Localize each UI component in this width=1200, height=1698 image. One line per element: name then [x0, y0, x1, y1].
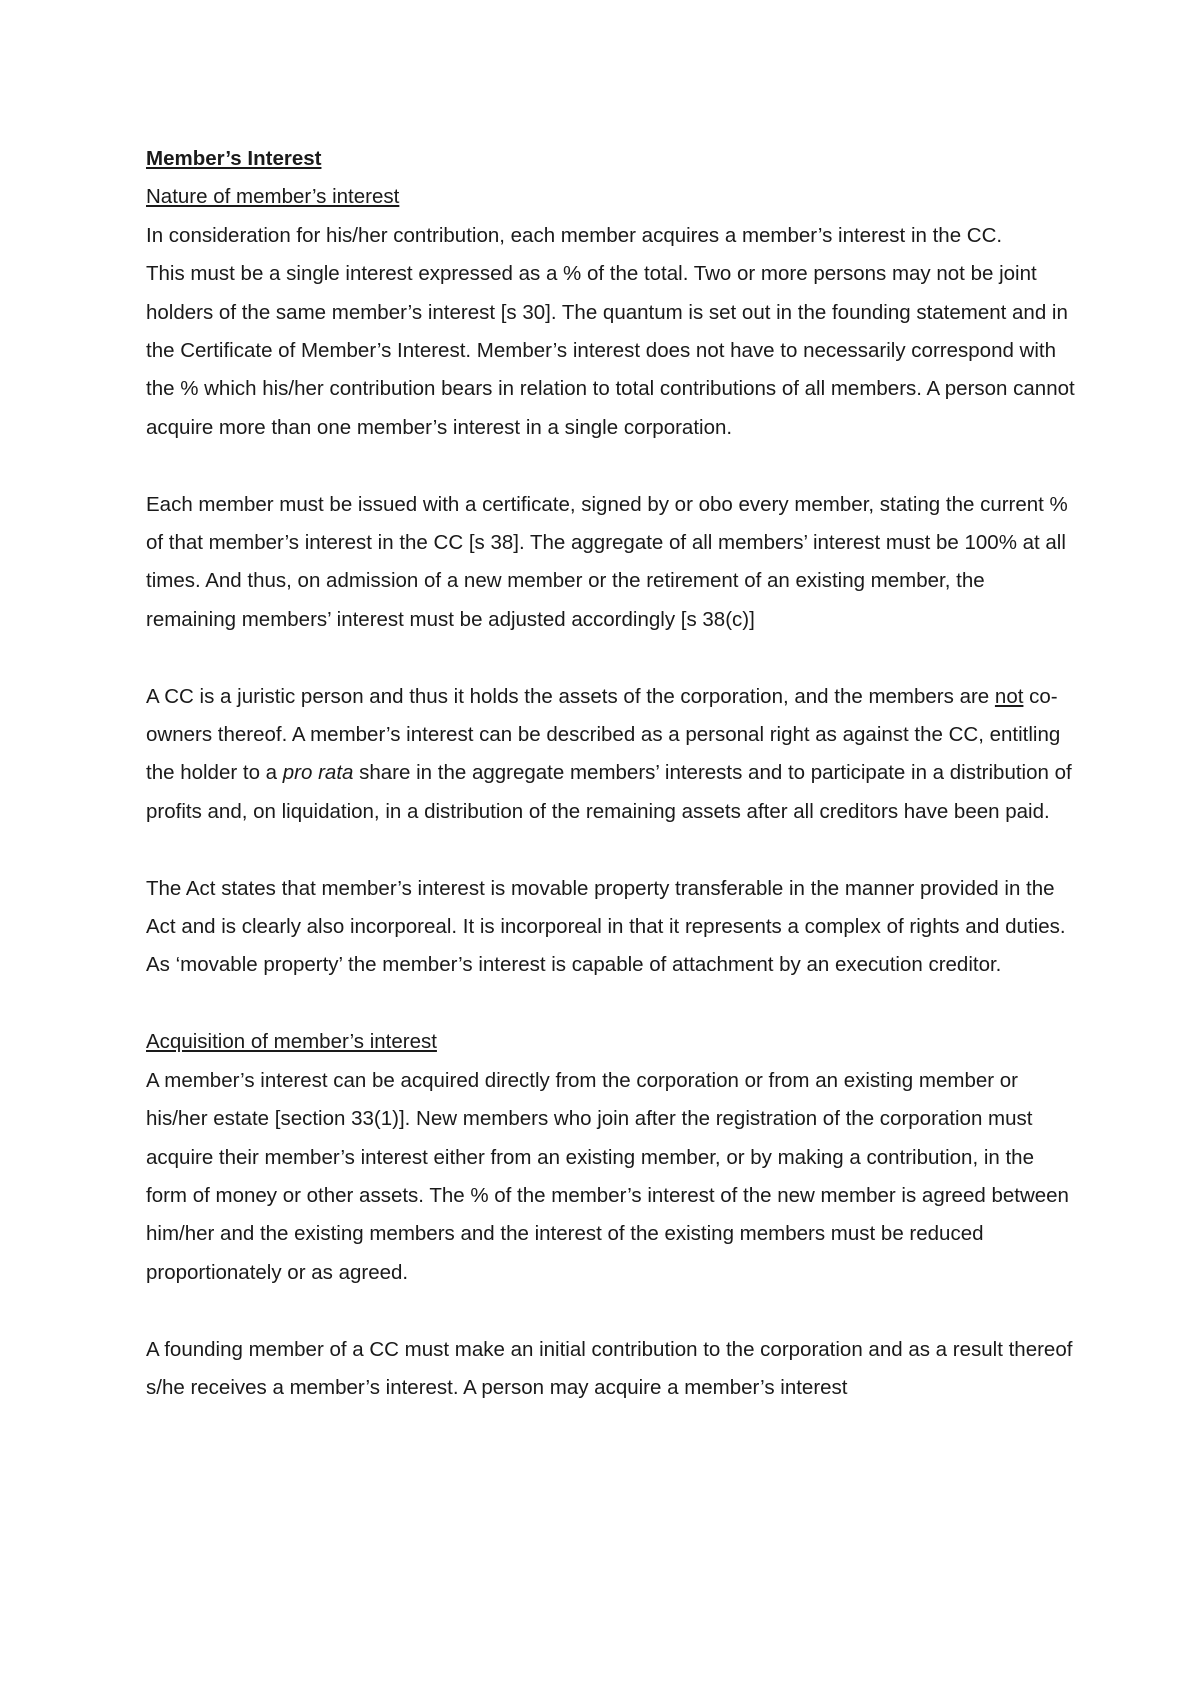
- text-run: share in the aggregate members’ interests and to participate in a distribution of profits and, on liquidation, in a distribution of the remaining assets after all creditors have been paid.: [146, 761, 1072, 823]
- emphasis-italic: pro rata: [282, 761, 354, 785]
- paragraph: In consideration for his/her contribution, each member acquires a member’s interest in the CC.: [146, 223, 1003, 247]
- section-heading-acquisition: Acquisition of member’s interest: [146, 1030, 437, 1054]
- paragraph: A founding member of a CC must make an initial contribution to the corporation and as a result thereof s/he receives a member’s interest. A person may acquire a member’s interest: [146, 1337, 1073, 1399]
- paragraph: A member’s interest can be acquired directly from the corporation or from an existing member or his/her estate [section 33(1)]. New members who join after the registration of the corporation must acquire their member’s interest either from an existing member, or by making a contribution, in the form of money or other assets. The % of the member’s interest of the new member is agreed between him/her and the existing members and the interest of the existing members must be reduced proportionately or as agreed.: [146, 1068, 1069, 1284]
- document-page: [146, 140, 1076, 1407]
- section-heading-nature: Nature of member’s interest: [146, 185, 400, 209]
- paragraph: The Act states that member’s interest is movable property transferable in the manner provided in the Act and is clearly also incorporeal. It is incorporeal in that it represents a complex of rights and duties. As ‘movable property’ the member’s interest is capable of attachment by an execution creditor.: [146, 876, 1066, 977]
- paragraph-spacer: [146, 1292, 1076, 1330]
- paragraph: [146, 678, 1076, 832]
- text-run: A CC is a juristic person and thus it holds the assets of the corporation, and the members are: [146, 684, 995, 708]
- paragraph: Each member must be issued with a certificate, signed by or obo every member, stating the current % of that member’s interest in the CC [s 38]. The aggregate of all members’ interest must be 100% at all times. And thus, on admission of a new member or the retirement of an existing member, the remaining members’ interest must be adjusted accordingly [s 38(c)]: [146, 492, 1068, 631]
- paragraph-spacer: [146, 985, 1076, 1023]
- text-run: co-owners thereof. A member’s interest can be described as a personal right as against the CC, entitling the holder to a: [146, 684, 1061, 785]
- emphasis-underline: not: [994, 684, 1024, 708]
- paragraph-spacer: [146, 447, 1076, 485]
- paragraph-spacer: [146, 639, 1076, 677]
- document-title: Member’s Interest: [146, 147, 322, 170]
- paragraph: This must be a single interest expressed as a % of the total. Two or more persons may not be joint holders of the same member’s interest [s 30]. The quantum is set out in the founding statement and in the Certificate of Member’s Interest. Member’s interest does not have to necessarily correspond with the % which his/her contribution bears in relation to total contributions of all members. A person cannot acquire more than one member’s interest in a single corporation.: [146, 262, 1075, 439]
- paragraph-spacer: [146, 831, 1076, 869]
